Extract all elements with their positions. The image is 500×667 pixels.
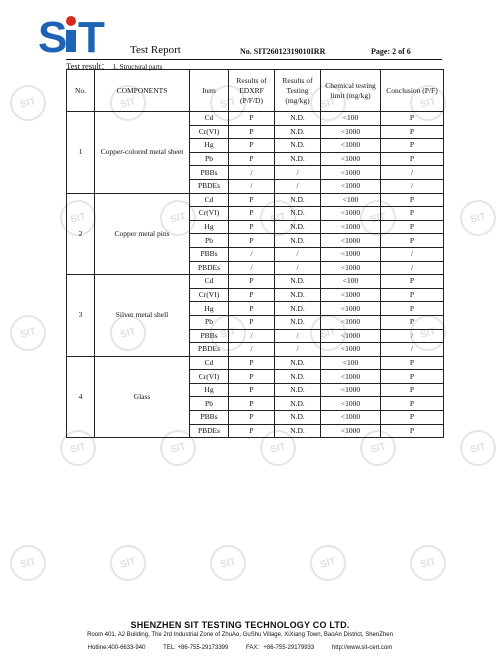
watermark-stamp: SIT — [406, 311, 450, 355]
limit-cell: <1000 — [321, 125, 381, 139]
testing-cell: N.D. — [275, 139, 321, 153]
limit-cell: <100 — [321, 275, 381, 289]
testing-cell: / — [275, 247, 321, 261]
edxrf-cell: P — [229, 125, 275, 139]
results-table — [66, 69, 444, 438]
watermark-stamp: SIT — [456, 426, 500, 470]
item-cell: Cd — [190, 193, 229, 207]
watermark-stamp: SIT — [56, 426, 100, 470]
edxrf-cell: P — [229, 234, 275, 248]
testing-cell: N.D. — [275, 302, 321, 316]
watermark-stamp: SIT — [256, 196, 300, 240]
item-cell: Pb — [190, 397, 229, 411]
edxrf-cell: P — [229, 288, 275, 302]
limit-cell: <1000 — [321, 288, 381, 302]
svg-text:T: T — [78, 13, 105, 62]
edxrf-cell: P — [229, 139, 275, 153]
conclusion-cell: P — [381, 234, 444, 248]
item-cell: PBBs — [190, 166, 229, 180]
item-cell: Cr(VI) — [190, 207, 229, 221]
edxrf-cell: / — [229, 329, 275, 343]
item-cell: PBBs — [190, 329, 229, 343]
item-cell: Cr(VI) — [190, 288, 229, 302]
testing-cell: / — [275, 179, 321, 193]
edxrf-cell: P — [229, 370, 275, 384]
conclusion-cell: / — [381, 329, 444, 343]
component-name: Silver metal shell — [95, 275, 190, 357]
component-name: Glass — [95, 356, 190, 438]
limit-cell: <1000 — [321, 139, 381, 153]
item-cell: Cd — [190, 275, 229, 289]
watermark-stamp: SIT — [56, 196, 100, 240]
limit-cell: <1000 — [321, 247, 381, 261]
conclusion-cell: P — [381, 411, 444, 425]
watermark-stamp: SIT — [106, 81, 150, 125]
limit-cell: <1000 — [321, 234, 381, 248]
edxrf-cell: P — [229, 424, 275, 438]
report-number: No. SIT26012319010IRR — [240, 47, 326, 56]
conclusion-cell: / — [381, 343, 444, 357]
item-cell: PBDEs — [190, 343, 229, 357]
edxrf-cell: / — [229, 166, 275, 180]
testing-cell: N.D. — [275, 234, 321, 248]
watermark-stamp: SIT — [406, 81, 450, 125]
component-number: 3 — [67, 275, 95, 357]
conclusion-cell: P — [381, 424, 444, 438]
testing-cell: N.D. — [275, 356, 321, 370]
conclusion-cell: / — [381, 247, 444, 261]
watermark-stamp: SIT — [356, 426, 400, 470]
col-header-conclusion: Conclusion (P/F) — [381, 70, 444, 112]
watermark-stamp: SIT — [206, 311, 250, 355]
test-result-value: 1. Structural parts — [112, 63, 163, 71]
limit-cell: <1000 — [321, 261, 381, 275]
watermark-stamp: SIT — [356, 196, 400, 240]
report-title: Test Report — [130, 44, 181, 56]
conclusion-cell: P — [381, 193, 444, 207]
item-cell: PBDEs — [190, 179, 229, 193]
footer-contact — [0, 642, 480, 651]
limit-cell: <1000 — [321, 220, 381, 234]
watermark-stamp: SIT — [256, 426, 300, 470]
limit-cell: <1000 — [321, 397, 381, 411]
testing-cell: / — [275, 329, 321, 343]
limit-cell: <100 — [321, 112, 381, 126]
limit-cell: <100 — [321, 193, 381, 207]
conclusion-cell: P — [381, 397, 444, 411]
table-header-row — [67, 70, 444, 112]
limit-cell: <1000 — [321, 343, 381, 357]
conclusion-cell: P — [381, 383, 444, 397]
testing-cell: N.D. — [275, 288, 321, 302]
conclusion-cell: / — [381, 166, 444, 180]
edxrf-cell: P — [229, 397, 275, 411]
testing-cell: / — [275, 261, 321, 275]
testing-cell: N.D. — [275, 193, 321, 207]
component-name: Copper metal pins — [95, 193, 190, 275]
limit-cell: <100 — [321, 356, 381, 370]
limit-cell: <1000 — [321, 411, 381, 425]
col-header-testing: Results of Testing (mg/kg) — [275, 70, 321, 112]
testing-cell: / — [275, 166, 321, 180]
sit-logo — [38, 12, 118, 62]
conclusion-cell: P — [381, 302, 444, 316]
table-row — [67, 193, 444, 207]
conclusion-cell: P — [381, 275, 444, 289]
conclusion-cell: P — [381, 315, 444, 329]
edxrf-cell: P — [229, 411, 275, 425]
table-row — [67, 356, 444, 370]
watermark-stamp: SIT — [406, 541, 450, 585]
edxrf-cell: / — [229, 343, 275, 357]
item-cell: Hg — [190, 220, 229, 234]
testing-cell: N.D. — [275, 383, 321, 397]
watermark-stamp: SIT — [206, 541, 250, 585]
watermark-stamp: SIT — [156, 196, 200, 240]
col-header-no: No. — [67, 70, 95, 112]
edxrf-cell: P — [229, 383, 275, 397]
limit-cell: <1000 — [321, 383, 381, 397]
conclusion-cell: P — [381, 356, 444, 370]
watermark-stamp: SIT — [106, 541, 150, 585]
item-cell: Hg — [190, 302, 229, 316]
item-cell: Cr(VI) — [190, 125, 229, 139]
component-number: 1 — [67, 112, 95, 194]
item-cell: Cd — [190, 356, 229, 370]
watermark-stamp: SIT — [206, 81, 250, 125]
watermark-stamp: SIT — [6, 81, 50, 125]
table-row — [67, 275, 444, 289]
item-cell: Cr(VI) — [190, 370, 229, 384]
table-body — [67, 112, 444, 438]
watermark-stamp: SIT — [456, 196, 500, 240]
footer-company: SHENZHEN SIT TESTING TECHNOLOGY CO LTD. — [130, 620, 350, 630]
table-row — [67, 112, 444, 126]
component-name: Copper-colored metal sheet — [95, 112, 190, 194]
testing-cell: N.D. — [275, 424, 321, 438]
watermark-stamp: SIT — [306, 311, 350, 355]
col-header-limit: Chemical testing limit (mg/kg) — [321, 70, 381, 112]
limit-cell: <1000 — [321, 152, 381, 166]
col-header-item: Item — [190, 70, 229, 112]
component-number: 4 — [67, 356, 95, 438]
edxrf-cell: P — [229, 315, 275, 329]
edxrf-cell: P — [229, 207, 275, 221]
testing-cell: N.D. — [275, 152, 321, 166]
limit-cell: <1000 — [321, 424, 381, 438]
testing-cell: N.D. — [275, 411, 321, 425]
testing-cell: N.D. — [275, 275, 321, 289]
footer-address: Room 401, A2 Building, The 2rd Industrial Zone of ZhuAo, GuShu Village, XiXiang Town, BaoAn District, ShenZhen — [87, 632, 393, 638]
edxrf-cell: P — [229, 275, 275, 289]
limit-cell: <1000 — [321, 166, 381, 180]
item-cell: PBDEs — [190, 424, 229, 438]
watermark-stamp: SIT — [306, 541, 350, 585]
conclusion-cell: P — [381, 207, 444, 221]
item-cell: Pb — [190, 152, 229, 166]
edxrf-cell: P — [229, 193, 275, 207]
conclusion-cell: P — [381, 288, 444, 302]
conclusion-cell: / — [381, 261, 444, 275]
edxrf-cell: P — [229, 220, 275, 234]
svg-text:S: S — [38, 13, 66, 62]
testing-cell: / — [275, 343, 321, 357]
conclusion-cell: P — [381, 112, 444, 126]
watermark-stamp: SIT — [306, 81, 350, 125]
item-cell: PBBs — [190, 247, 229, 261]
col-header-edxrf: Results of EDXRF (P/F/D) — [229, 70, 275, 112]
col-header-components: COMPONENTS — [95, 70, 190, 112]
watermark-stamp: SIT — [106, 311, 150, 355]
footer-fax: FAX：+86-755-29179933 — [246, 645, 315, 651]
item-cell: PBDEs — [190, 261, 229, 275]
watermark-stamp: SIT — [156, 426, 200, 470]
footer-tel: TEL: +86-755-29173399 — [163, 645, 229, 651]
item-cell: Cd — [190, 112, 229, 126]
testing-cell: N.D. — [275, 370, 321, 384]
page-indicator: Page: 2 of 6 — [371, 47, 411, 56]
test-result-label: Test result： — [66, 61, 110, 71]
edxrf-cell: P — [229, 356, 275, 370]
item-cell: Pb — [190, 234, 229, 248]
edxrf-cell: P — [229, 152, 275, 166]
limit-cell: <1000 — [321, 315, 381, 329]
testing-cell: N.D. — [275, 315, 321, 329]
footer-hotline: Hotline:400-6633-940 — [87, 645, 146, 651]
conclusion-cell: P — [381, 220, 444, 234]
edxrf-cell: / — [229, 179, 275, 193]
edxrf-cell: P — [229, 302, 275, 316]
edxrf-cell: / — [229, 261, 275, 275]
item-cell: Hg — [190, 383, 229, 397]
conclusion-cell: / — [381, 179, 444, 193]
limit-cell: <1000 — [321, 370, 381, 384]
testing-cell: N.D. — [275, 207, 321, 221]
testing-cell: N.D. — [275, 220, 321, 234]
edxrf-cell: P — [229, 112, 275, 126]
limit-cell: <1000 — [321, 179, 381, 193]
testing-cell: N.D. — [275, 112, 321, 126]
item-cell: Pb — [190, 315, 229, 329]
watermark-stamp: SIT — [6, 541, 50, 585]
watermark-stamp: SIT — [6, 311, 50, 355]
conclusion-cell: P — [381, 370, 444, 384]
component-number: 2 — [67, 193, 95, 275]
item-cell: Hg — [190, 139, 229, 153]
testing-cell: N.D. — [275, 125, 321, 139]
edxrf-cell: / — [229, 247, 275, 261]
footer-web: http://www.sit-cert.com — [331, 645, 393, 651]
conclusion-cell: P — [381, 125, 444, 139]
item-cell: PBBs — [190, 411, 229, 425]
testing-cell: N.D. — [275, 397, 321, 411]
conclusion-cell: P — [381, 152, 444, 166]
conclusion-cell: P — [381, 139, 444, 153]
limit-cell: <1000 — [321, 302, 381, 316]
limit-cell: <1000 — [321, 207, 381, 221]
limit-cell: <1000 — [321, 329, 381, 343]
